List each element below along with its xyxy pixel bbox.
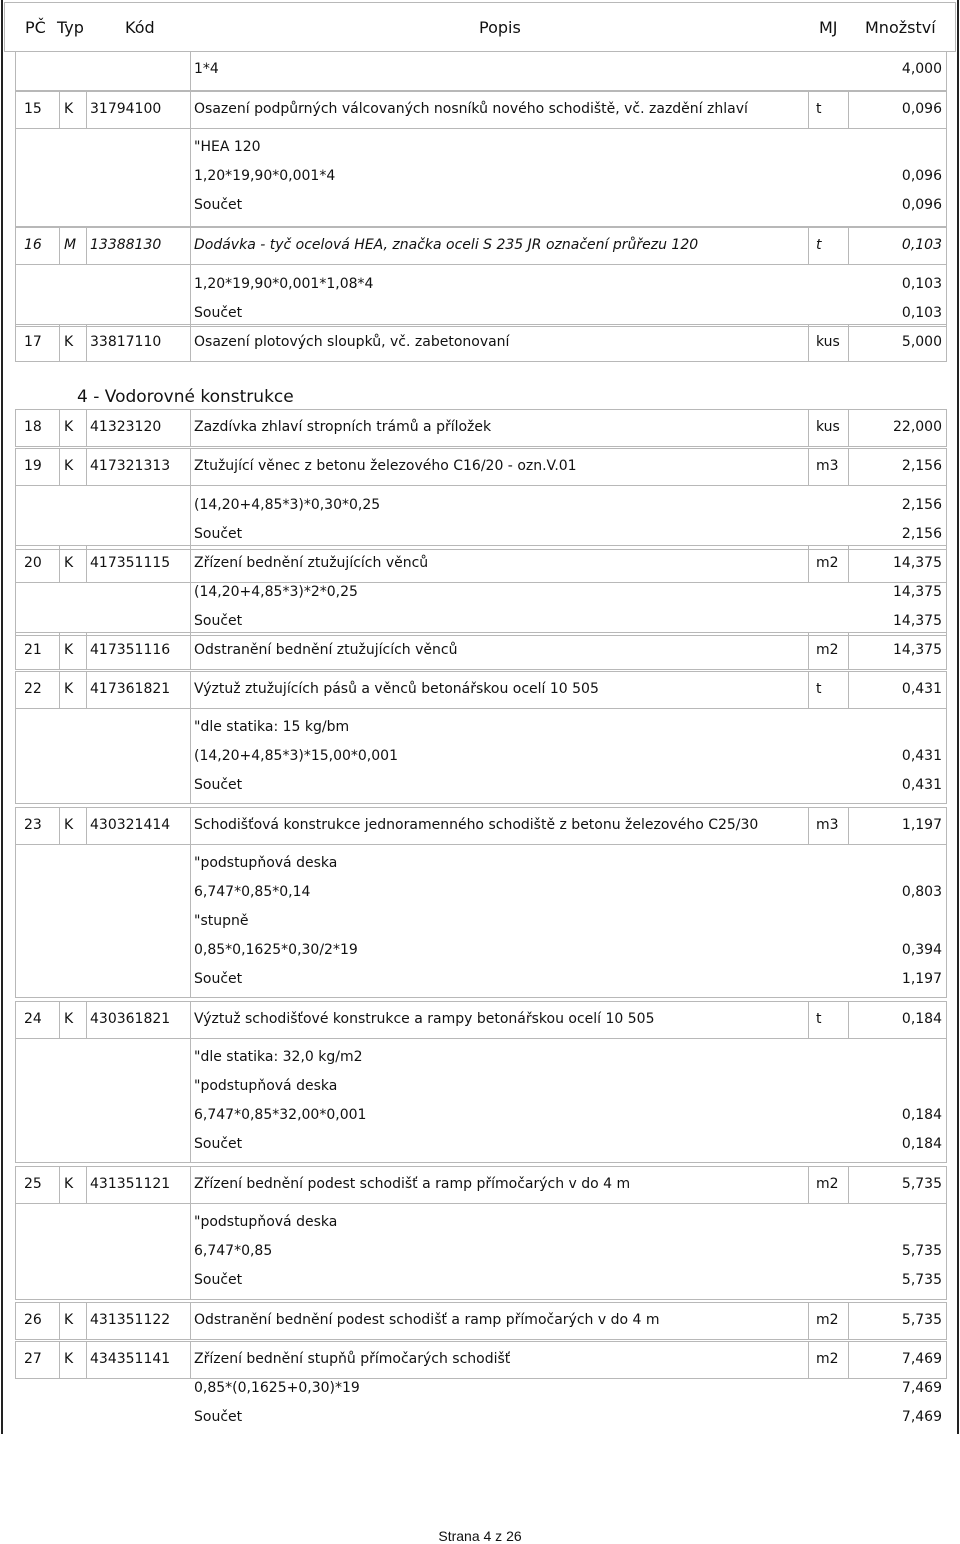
calc-description: Součet: [194, 1136, 243, 1152]
calc-quantity: 0,103: [901, 305, 942, 321]
calc-quantity: 0,431: [901, 748, 942, 764]
item-code: 430361821: [90, 1011, 171, 1027]
item-pc: 25: [24, 1176, 42, 1192]
item-pc: 20: [24, 555, 42, 571]
item-typ: K: [64, 1011, 74, 1027]
item-typ: M: [64, 237, 77, 253]
calc-description: 0,85*0,1625*0,30/2*19: [194, 942, 358, 958]
calc-quantity: 1,197: [901, 971, 942, 987]
header-kod: Kód: [125, 18, 155, 37]
item-quantity: 5,000: [901, 334, 942, 350]
calc-description: Součet: [194, 526, 243, 542]
item-description: Schodišťová konstrukce jednoramenného schodiště z betonu železového C25/30: [194, 817, 759, 833]
calc-description: "podstupňová deska: [194, 1214, 338, 1230]
header-mnozstvi: Množství: [865, 18, 936, 37]
calc-block-border: [15, 709, 947, 804]
calc-block-border: [15, 583, 947, 636]
calc-quantity: 7,469: [901, 1380, 942, 1396]
calc-description: (14,20+4,85*3)*15,00*0,001: [194, 748, 398, 764]
item-pc: 21: [24, 642, 42, 658]
item-quantity: 5,735: [901, 1176, 942, 1192]
table-header: [4, 2, 956, 52]
item-pc: 22: [24, 681, 42, 697]
calc-quantity: 14,375: [893, 613, 942, 629]
item-code: 430321414: [90, 817, 171, 833]
item-typ: K: [64, 817, 74, 833]
item-pc: 17: [24, 334, 42, 350]
calc-description: 1,20*19,90*0,001*4: [194, 168, 336, 184]
calc-description: "stupně: [194, 913, 249, 929]
item-unit: t: [816, 101, 822, 117]
item-code: 417351116: [90, 642, 171, 658]
calc-description: Součet: [194, 971, 243, 987]
item-pc: 27: [24, 1351, 42, 1367]
item-typ: K: [64, 1176, 74, 1192]
calc-description: 1*4: [194, 61, 219, 77]
calc-block-border: [15, 52, 947, 91]
item-quantity: 14,375: [893, 555, 942, 571]
calc-description: 0,85*(0,1625+0,30)*19: [194, 1380, 360, 1396]
calc-description: (14,20+4,85*3)*2*0,25: [194, 584, 358, 600]
calc-description: "dle statika: 32,0 kg/m2: [194, 1049, 363, 1065]
item-quantity: 1,197: [901, 817, 942, 833]
calc-block-border: [15, 1204, 947, 1300]
item-typ: K: [64, 642, 74, 658]
item-unit: m2: [816, 1176, 839, 1192]
item-code: 431351121: [90, 1176, 171, 1192]
item-typ: K: [64, 101, 74, 117]
item-pc: 26: [24, 1312, 42, 1328]
calc-description: Součet: [194, 1409, 243, 1425]
item-description: Výztuž ztužujících pásů a věnců betonářskou ocelí 10 505: [194, 681, 599, 697]
calc-description: Součet: [194, 613, 243, 629]
item-code: 33817110: [90, 334, 162, 350]
calc-description: "HEA 120: [194, 139, 261, 155]
calc-description: "dle statika: 15 kg/bm: [194, 719, 350, 735]
calc-quantity: 4,000: [901, 61, 942, 77]
header-typ: Typ: [57, 18, 84, 37]
item-description: Zřízení bednění podest schodišť a ramp přímočarých v do 4 m: [194, 1176, 631, 1192]
calc-description: "podstupňová deska: [194, 1078, 338, 1094]
item-description: Osazení plotových sloupků, vč. zabetonovaní: [194, 334, 510, 350]
item-quantity: 5,735: [901, 1312, 942, 1328]
calc-quantity: 2,156: [901, 526, 942, 542]
calc-quantity: 0,431: [901, 777, 942, 793]
calc-quantity: 0,103: [901, 276, 942, 292]
item-code: 417351115: [90, 555, 171, 571]
item-quantity: 7,469: [901, 1351, 942, 1367]
section-title: 4 - Vodorovné konstrukce: [77, 387, 294, 407]
item-quantity: 2,156: [901, 458, 942, 474]
item-unit: kus: [816, 419, 840, 435]
calc-block-border: [15, 265, 947, 327]
item-description: Osazení podpůrných válcovaných nosníků nového schodiště, vč. zazdění zhlaví: [194, 101, 748, 117]
item-cell-border: [808, 671, 849, 709]
calc-block-border: [15, 1039, 947, 1163]
page-number: Strana 4 z 26: [438, 1528, 522, 1544]
item-unit: t: [816, 681, 822, 697]
item-typ: K: [64, 1312, 74, 1328]
calc-block-border: [15, 129, 947, 227]
item-quantity: 0,096: [901, 101, 942, 117]
calc-description: 1,20*19,90*0,001*1,08*4: [194, 276, 374, 292]
item-typ: K: [64, 419, 74, 435]
item-typ: K: [64, 334, 74, 350]
item-unit: t: [816, 237, 822, 253]
calc-description: Součet: [194, 777, 243, 793]
item-cell-border: [808, 91, 849, 129]
item-cell-border: [808, 1001, 849, 1039]
item-pc: 16: [24, 237, 42, 253]
calc-block-border: [15, 845, 947, 998]
item-description: Zřízení bednění stupňů přímočarých schodišť: [194, 1351, 511, 1367]
item-typ: K: [64, 1351, 74, 1367]
calc-description: Součet: [194, 1272, 243, 1288]
item-quantity: 14,375: [893, 642, 942, 658]
header-popis: Popis: [479, 18, 521, 37]
item-code: 434351141: [90, 1351, 171, 1367]
item-pc: 23: [24, 817, 42, 833]
item-unit: t: [816, 1011, 822, 1027]
item-description: Odstranění bednění ztužujících věnců: [194, 642, 458, 658]
item-description: Výztuž schodišťové konstrukce a rampy betonářskou ocelí 10 505: [194, 1011, 655, 1027]
calc-description: 6,747*0,85: [194, 1243, 273, 1259]
calc-description: 6,747*0,85*32,00*0,001: [194, 1107, 367, 1123]
item-unit: m2: [816, 555, 839, 571]
item-unit: m2: [816, 642, 839, 658]
item-pc: 24: [24, 1011, 42, 1027]
item-quantity: 0,184: [901, 1011, 942, 1027]
item-unit: m2: [816, 1351, 839, 1367]
item-code: 431351122: [90, 1312, 171, 1328]
left-border: [1, 0, 3, 1434]
item-pc: 18: [24, 419, 42, 435]
item-description: Zřízení bednění ztužujících věnců: [194, 555, 429, 571]
item-description: Dodávka - tyč ocelová HEA, značka oceli S 235 JR označení průřezu 120: [194, 237, 699, 253]
calc-quantity: 0,096: [901, 168, 942, 184]
item-description: Ztužující věnec z betonu železového C16/20 - ozn.V.01: [194, 458, 577, 474]
calc-quantity: 0,096: [901, 197, 942, 213]
item-pc: 15: [24, 101, 42, 117]
item-code: 41323120: [90, 419, 162, 435]
item-description: Odstranění bednění podest schodišť a ramp přímočarých v do 4 m: [194, 1312, 660, 1328]
calc-quantity: 0,394: [901, 942, 942, 958]
calc-quantity: 0,184: [901, 1136, 942, 1152]
item-typ: K: [64, 458, 74, 474]
item-description: Zazdívka zhlaví stropních trámů a příložek: [194, 419, 492, 435]
item-unit: m2: [816, 1312, 839, 1328]
item-typ: K: [64, 555, 74, 571]
calc-description: Součet: [194, 197, 243, 213]
header-pc: PČ: [25, 18, 46, 37]
calc-quantity: 2,156: [901, 497, 942, 513]
item-typ: K: [64, 681, 74, 697]
item-unit: m3: [816, 458, 839, 474]
calc-description: Součet: [194, 305, 243, 321]
calc-quantity: 0,803: [901, 884, 942, 900]
calc-description: 6,747*0,85*0,14: [194, 884, 311, 900]
right-border: [957, 0, 959, 1434]
item-code: 31794100: [90, 101, 162, 117]
calc-block-border: [15, 486, 947, 550]
header-mj: MJ: [819, 18, 838, 37]
item-quantity: 0,103: [901, 237, 942, 253]
item-unit: kus: [816, 334, 840, 350]
item-code: 13388130: [90, 237, 162, 253]
calc-quantity: 0,184: [901, 1107, 942, 1123]
calc-quantity: 14,375: [893, 584, 942, 600]
item-code: 417321313: [90, 458, 171, 474]
calc-quantity: 5,735: [901, 1272, 942, 1288]
item-quantity: 22,000: [893, 419, 942, 435]
calc-description: (14,20+4,85*3)*0,30*0,25: [194, 497, 381, 513]
calc-quantity: 7,469: [901, 1409, 942, 1425]
item-quantity: 0,431: [901, 681, 942, 697]
item-unit: m3: [816, 817, 839, 833]
item-cell-border: [808, 227, 849, 265]
calc-description: "podstupňová deska: [194, 855, 338, 871]
calc-quantity: 5,735: [901, 1243, 942, 1259]
item-code: 417361821: [90, 681, 171, 697]
item-pc: 19: [24, 458, 42, 474]
